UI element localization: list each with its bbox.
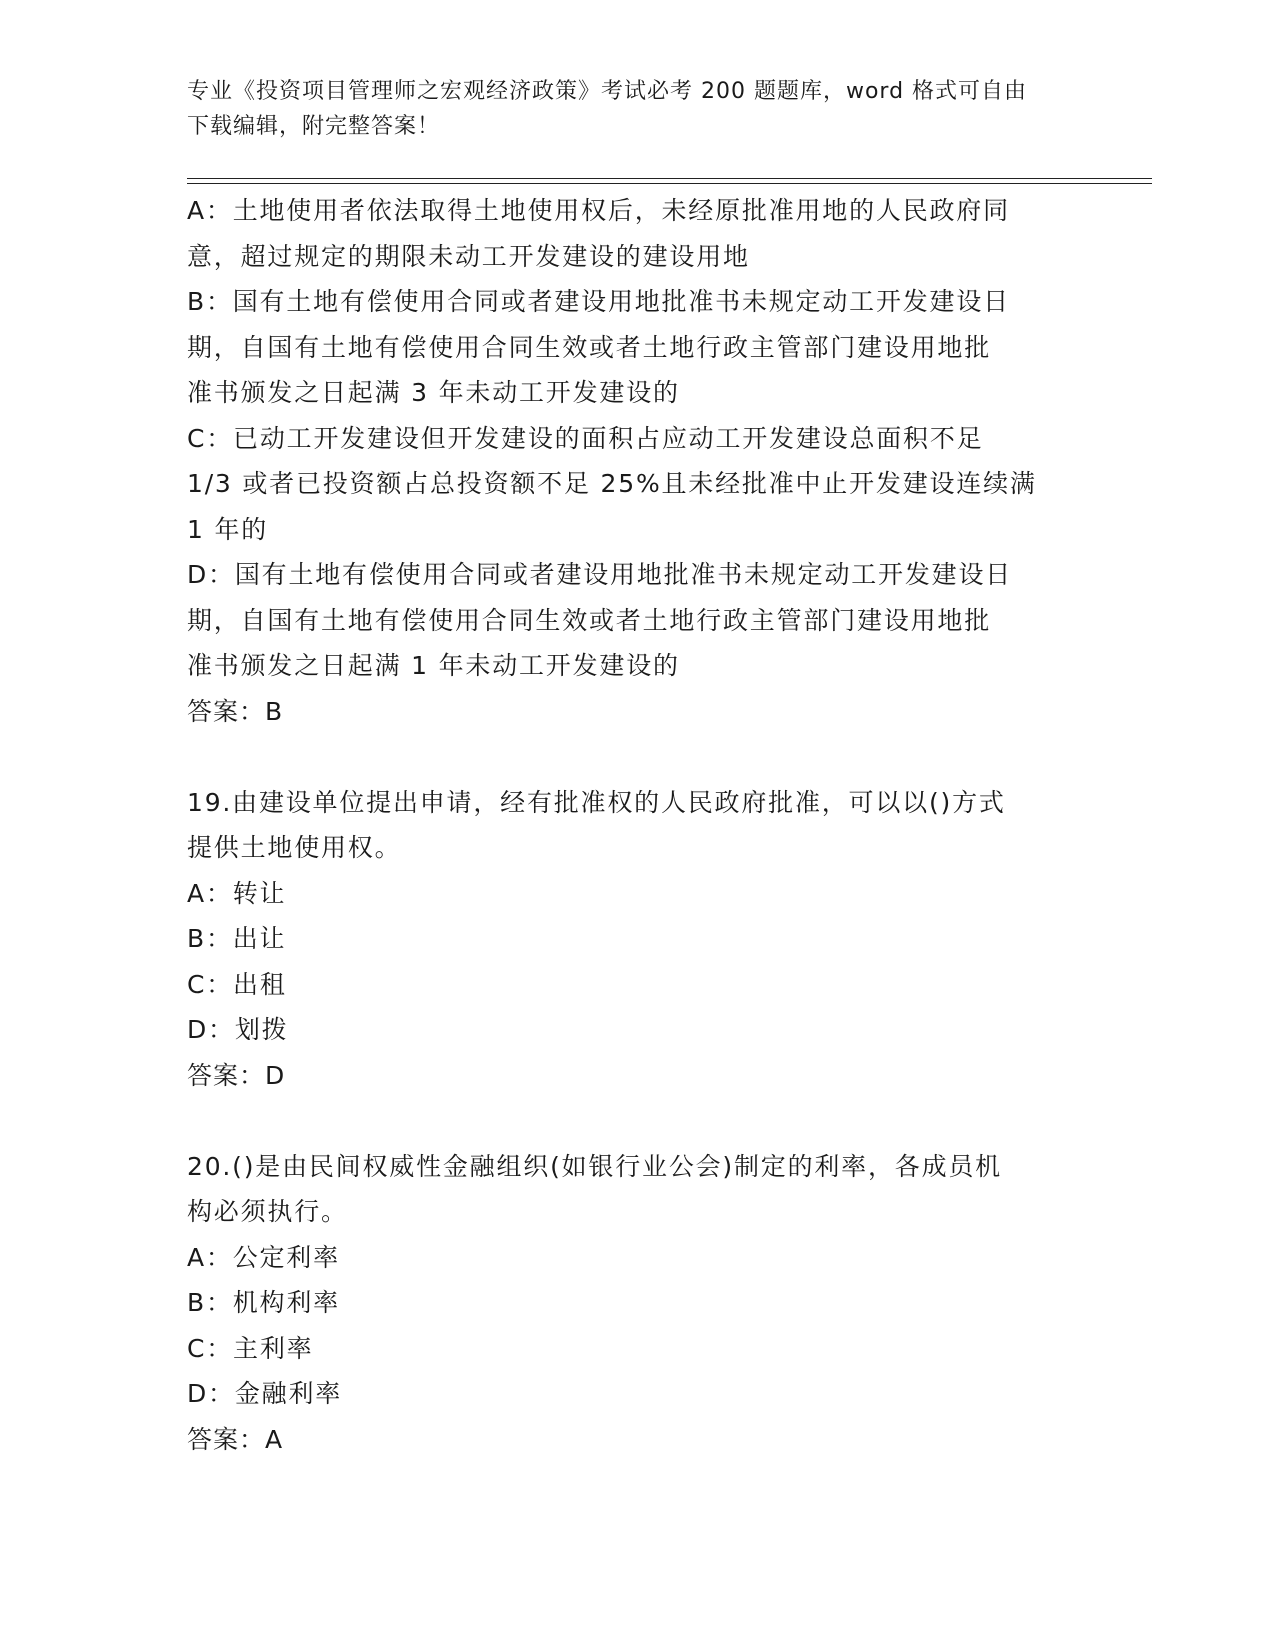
option-c: C：主利率 xyxy=(187,1333,314,1363)
option-line: 1 年的 xyxy=(187,514,269,544)
option-a: A：公定利率 xyxy=(187,1242,340,1272)
option-b: B：出让 xyxy=(187,924,287,953)
question-text: 提供土地使用权。 xyxy=(187,833,402,862)
answer-label: 答案：B xyxy=(187,696,284,726)
question-text: 20.()是由民间权威性金融组织(如银行业公会)制定的利率，各成员机 xyxy=(187,1151,1002,1181)
question-text: 构必须执行。 xyxy=(187,1197,348,1226)
option-line: 1/3 或者已投资额占总投资额不足 25%且未经批准中止开发建设连续满 xyxy=(187,469,1037,498)
option-c: C：出租 xyxy=(187,969,287,999)
question-list xyxy=(187,188,1067,1462)
spacer xyxy=(187,734,1067,780)
option-d: D：金融利率 xyxy=(187,1379,343,1408)
header-divider-top xyxy=(187,178,1152,179)
spacer xyxy=(187,1098,1067,1144)
option-line: A：土地使用者依法取得土地使用权后，未经原批准用地的人民政府同 xyxy=(187,196,1010,225)
option-line: C：已动工开发建设但开发建设的面积占应动工开发建设总面积不足 xyxy=(187,423,984,453)
option-line: B：国有土地有偿使用合同或者建设用地批准书未规定动工开发建设日 xyxy=(187,287,1010,316)
document-header xyxy=(187,74,1067,144)
option-line: 准书颁发之日起满 3 年未动工开发建设的 xyxy=(187,378,680,407)
answer-label: 答案：A xyxy=(187,1424,284,1454)
answer-label: 答案：D xyxy=(187,1060,286,1090)
option-d: D：划拨 xyxy=(187,1015,289,1044)
header-line: 专业《投资项目管理师之宏观经济政策》考试必考 200 题题库，word 格式可自由 xyxy=(187,79,1028,104)
question-text: 19.由建设单位提出申请，经有批准权的人民政府批准，可以以()方式 xyxy=(187,787,1006,817)
option-line: 意，超过规定的期限未动工开发建设的建设用地 xyxy=(187,241,750,271)
option-line: 期，自国有土地有偿使用合同生效或者土地行政主管部门建设用地批 xyxy=(187,605,992,635)
option-a: A：转让 xyxy=(187,878,287,908)
question-19 xyxy=(187,780,1067,1099)
header-line: 下载编辑，附完整答案！ xyxy=(187,114,441,139)
question-18-options xyxy=(187,188,1067,734)
option-line: D：国有土地有偿使用合同或者建设用地批准书未规定动工开发建设日 xyxy=(187,560,1013,589)
option-line: 准书颁发之日起满 1 年未动工开发建设的 xyxy=(187,651,680,680)
question-20 xyxy=(187,1144,1067,1463)
option-line: 期，自国有土地有偿使用合同生效或者土地行政主管部门建设用地批 xyxy=(187,332,992,362)
header-divider-bottom xyxy=(187,183,1152,184)
option-b: B：机构利率 xyxy=(187,1288,340,1317)
